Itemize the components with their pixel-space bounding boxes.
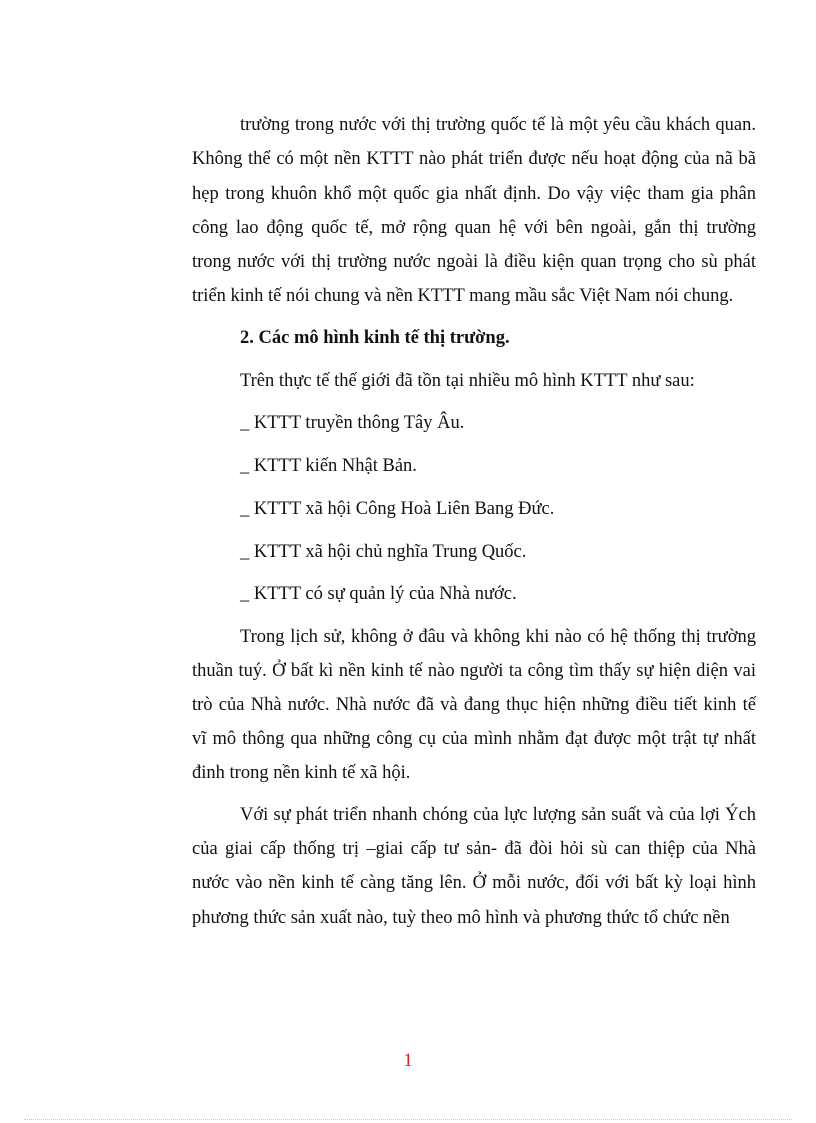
paragraph-line: Không thể có một nền KTTT nào phát triển được nếu hoạt động của nã bã	[192, 149, 756, 169]
paragraph-line: vĩ mô thông qua những công cụ của mình nhằm đạt được một trật tự nhất	[192, 729, 756, 749]
paragraph-line: trường trong nước với thị trường quốc tế là một yêu cầu khách quan.	[240, 115, 756, 135]
list-item: _ KTTT xã hội chủ nghĩa Trung Quốc.	[240, 542, 527, 562]
paragraph-line: hẹp trong khuôn khổ một quốc gia nhất định. Do vậy việc tham gia phân	[192, 184, 756, 204]
paragraph-line: Với sự phát triển nhanh chóng của lực lượng sản suất và của lợi Ých	[240, 805, 756, 825]
paragraph-line: trò của Nhà nước. Nhà nước đã và đang thục hiện những điều tiết kinh tế	[192, 695, 756, 715]
page-bottom-divider	[24, 1119, 792, 1120]
list-item: _ KTTT có sự quản lý của Nhà nước.	[240, 584, 517, 604]
section-heading: 2. Các mô hình kinh tế thị trường.	[240, 328, 510, 348]
list-item: _ KTTT kiến Nhật Bản.	[240, 456, 417, 476]
paragraph-line: công lao động quốc tế, mở rộng quan hệ với bên ngoài, gắn thị trường	[192, 218, 756, 238]
paragraph-line: đinh trong nền kinh tế xã hội.	[192, 763, 411, 783]
list-item: _ KTTT truyền thông Tây Âu.	[240, 413, 465, 433]
paragraph-line: trong nước với thị trường nước ngoài là điều kiện quan trọng cho sù phát	[192, 252, 756, 272]
paragraph-line: thuần tuý. Ở bất kì nền kinh tế nào người ta công tìm thấy sự hiện diện vai	[192, 661, 756, 681]
paragraph-line: của giai cấp thống trị –giai cấp tư sản- đã đòi hỏi sù can thiệp của Nhà	[192, 839, 756, 859]
intro-line: Trên thực tế thế giới đã tồn tại nhiều mô hình KTTT như sau:	[240, 371, 695, 391]
paragraph-line: phương thức sản xuất nào, tuỳ theo mô hình và phương thức tổ chức nền	[192, 908, 730, 928]
paragraph-line: nước vào nền kinh tế càng tăng lên. Ở mỗi nước, đối với bất kỳ loại hình	[192, 873, 756, 893]
page-number: 1	[403, 1050, 413, 1071]
paragraph-line: Trong lịch sử, không ở đâu và không khi nào có hệ thống thị trường	[240, 627, 756, 647]
paragraph-line: triển kinh tế nói chung và nền KTTT mang mầu sắc Việt Nam nói chung.	[192, 286, 734, 306]
list-item: _ KTTT xã hội Công Hoà Liên Bang Đức.	[240, 499, 555, 519]
